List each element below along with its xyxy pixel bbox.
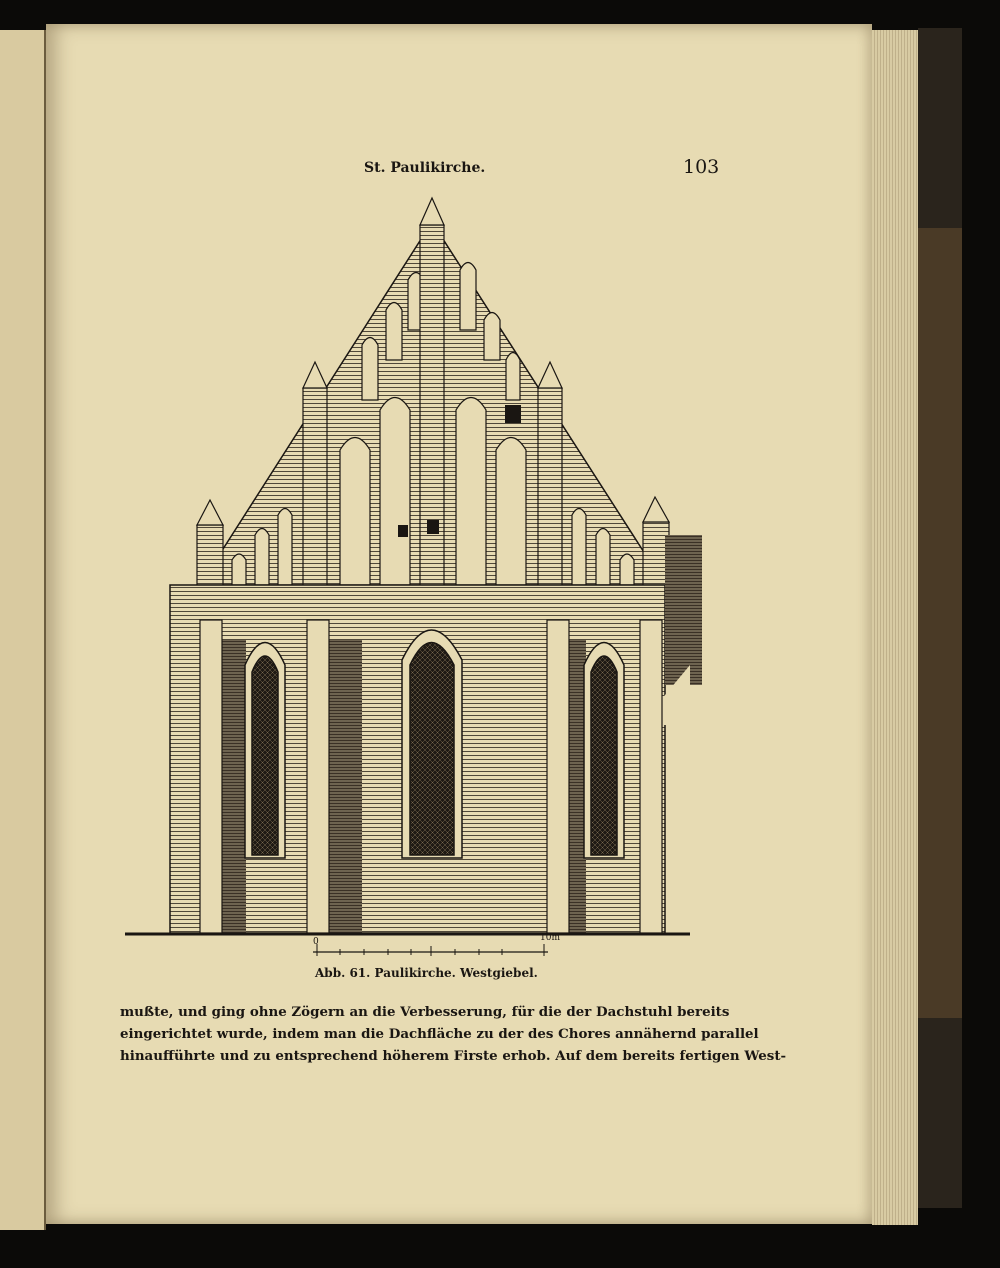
text-line: mußte, und ging ohne Zögern an die Verbesserung, für die der Dachstuhl bereits [120,1004,730,1020]
text-line: hinaufführte und zu entsprechend höherem Firste erhob. Auf dem bereits fertigen West- [120,1048,787,1064]
running-head: St. Paulikirche. [364,160,486,176]
page-number: 103 [683,156,720,178]
scale-bar [313,944,548,956]
gable [197,198,669,585]
text-line: eingerichtet wurde, indem man die Dachfläche zu der des Chores annähernd parallel [120,1026,759,1042]
nave-wall [125,535,702,934]
scale-start-label: 0 [313,937,319,947]
body-text [120,1001,787,1067]
scale-end-label: 10m [540,933,560,943]
figure-caption: Abb. 61. Paulikirche. Westgiebel. [315,966,538,980]
